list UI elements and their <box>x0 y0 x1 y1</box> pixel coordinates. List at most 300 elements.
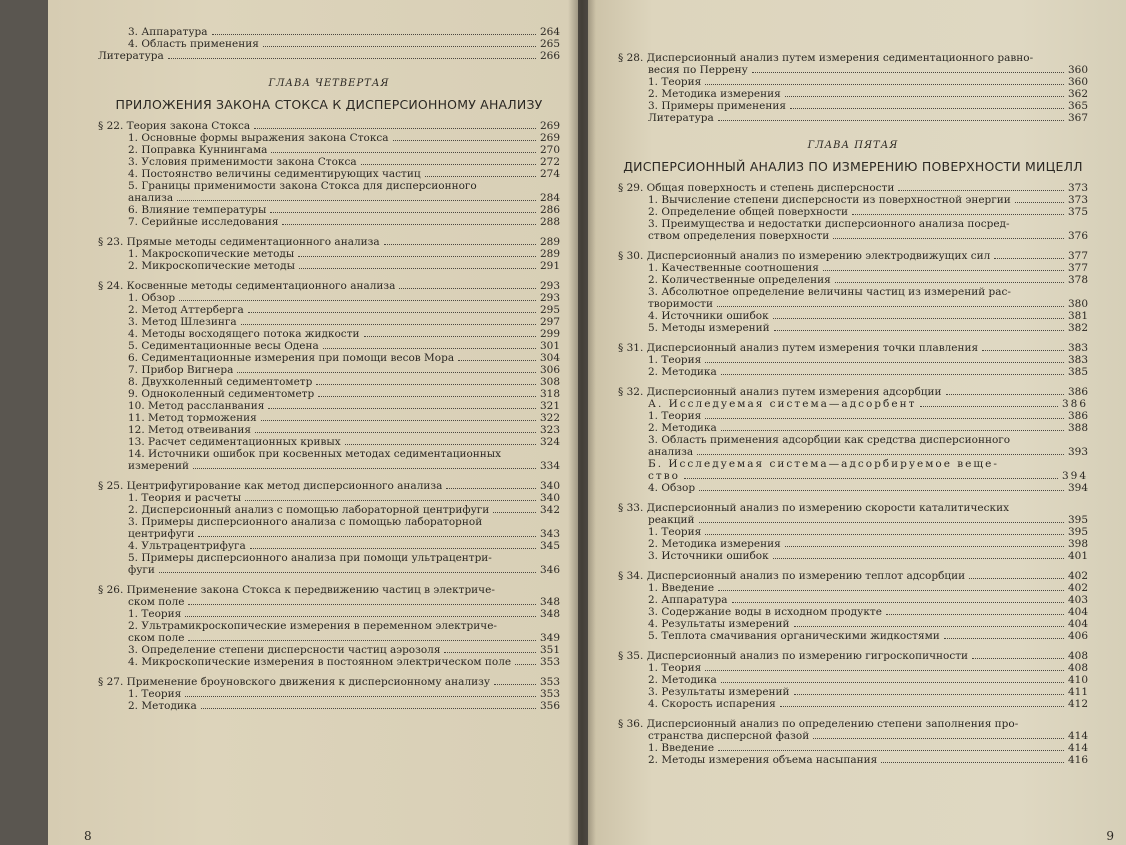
toc-entry-page: 398 <box>1067 538 1088 550</box>
toc-entry-page: 408 <box>1067 650 1088 662</box>
leader-dots <box>699 490 1064 491</box>
toc-entry-title: 4. Ультрацентрифуга <box>128 540 246 552</box>
leader-dots <box>721 374 1064 375</box>
toc-entry-title: 1. Теория <box>648 662 702 674</box>
left-toc <box>98 26 560 712</box>
toc-entry-title: 2. Микроскопические методы <box>128 260 295 272</box>
leader-dots <box>718 120 1064 121</box>
toc-entry-page: 404 <box>1067 618 1088 630</box>
toc-entry-title: 4. Скорость испарения <box>648 698 776 710</box>
toc-entry-title: § 24. Косвенные методы седиментационного анализа <box>98 280 396 292</box>
toc-entry <box>98 316 560 328</box>
toc-entry <box>618 410 1088 422</box>
toc-entry <box>98 248 560 260</box>
toc-entry-title: § 23. Прямые методы седиментационного анализа <box>98 236 380 248</box>
toc-entry-page: 377 <box>1067 250 1088 262</box>
toc-entry <box>618 76 1088 88</box>
toc-entry <box>618 630 1088 642</box>
toc-entry <box>618 470 1088 482</box>
toc-entry <box>618 230 1088 242</box>
toc-entry-page: 367 <box>1067 112 1088 124</box>
toc-entry-page: 386 <box>1067 410 1088 422</box>
toc-entry <box>98 700 560 712</box>
toc-entry-page: 406 <box>1067 630 1088 642</box>
toc-entry-page: 394 <box>1061 470 1088 482</box>
chapter-label: ГЛАВА ЧЕТВЕРТАЯ <box>268 78 390 89</box>
toc-entry-title: 4. Результаты измерений <box>648 618 790 630</box>
toc-entry-title: 2. Методика <box>648 366 717 378</box>
toc-entry <box>98 552 560 564</box>
leader-dots <box>785 96 1064 97</box>
leader-dots <box>721 430 1064 431</box>
toc-entry <box>618 112 1088 124</box>
toc-entry <box>618 650 1088 662</box>
toc-entry-title: реакций <box>648 514 695 526</box>
toc-entry-title: 1. Качественные соотношения <box>648 262 819 274</box>
toc-entry <box>98 656 560 668</box>
toc-entry-page: 270 <box>539 144 560 156</box>
leader-dots <box>697 454 1064 455</box>
toc-entry <box>618 182 1088 194</box>
toc-entry-title: 3. Примеры применения <box>648 100 786 112</box>
toc-entry-title: 2. Поправка Куннингама <box>128 144 268 156</box>
leader-dots <box>425 176 536 177</box>
toc-entry-title: 5. Методы измерений <box>648 322 770 334</box>
leader-dots <box>699 522 1064 523</box>
toc-entry-page: 402 <box>1067 570 1088 582</box>
leader-dots <box>773 318 1064 319</box>
toc-entry <box>618 698 1088 710</box>
toc-entry <box>618 718 1088 730</box>
page-number: 8 <box>84 829 92 843</box>
toc-entry-page: 373 <box>1067 182 1088 194</box>
toc-entry <box>618 482 1088 494</box>
leader-dots <box>794 626 1064 627</box>
toc-entry-title: 9. Одноколенный седиментометр <box>128 388 315 400</box>
leader-dots <box>494 684 536 685</box>
toc-entry-page: 351 <box>539 644 560 656</box>
leader-dots <box>684 478 1058 479</box>
leader-dots <box>886 614 1064 615</box>
toc-entry-title: 5. Примеры дисперсионного анализа при помощи ультрацентри- <box>128 552 492 564</box>
toc-entry-page: 412 <box>1067 698 1088 710</box>
toc-entry <box>618 274 1088 286</box>
toc-entry-title: 1. Вычисление степени дисперсности из поверхностной энергии <box>648 194 1011 206</box>
leader-dots <box>813 738 1064 739</box>
toc-entry-title: § 36. Дисперсионный анализ по определению степени заполнения про- <box>618 718 1019 730</box>
toc-entry-page: 394 <box>1067 482 1088 494</box>
leader-dots <box>972 658 1064 659</box>
toc-entry <box>618 64 1088 76</box>
toc-entry-page: 381 <box>1067 310 1088 322</box>
toc-entry-page: 383 <box>1067 354 1088 366</box>
toc-entry <box>98 608 560 620</box>
toc-entry-page: 353 <box>539 676 560 688</box>
toc-entry-page: 318 <box>539 388 560 400</box>
toc-entry <box>618 218 1088 230</box>
toc-entry-page: 299 <box>539 328 560 340</box>
toc-entry <box>98 492 560 504</box>
toc-entry <box>98 168 560 180</box>
toc-entry <box>98 26 560 38</box>
toc-entry-title: 11. Метод торможения <box>128 412 257 424</box>
toc-entry-title: Литература <box>648 112 714 124</box>
toc-entry <box>618 286 1088 298</box>
leader-dots <box>193 468 536 469</box>
toc-entry <box>618 322 1088 334</box>
toc-entry <box>618 594 1088 606</box>
toc-entry-title: весия по Перрену <box>648 64 748 76</box>
toc-entry <box>98 260 560 272</box>
leader-dots <box>212 34 536 35</box>
toc-entry-title: анализа <box>648 446 694 458</box>
toc-entry <box>98 424 560 436</box>
toc-entry-page: 348 <box>539 608 560 620</box>
toc-entry-title: 12. Метод отвеивания <box>128 424 251 436</box>
leader-dots <box>493 512 536 513</box>
toc-entry <box>98 328 560 340</box>
toc-entry-title: 4. Методы восходящего потока жидкости <box>128 328 360 340</box>
toc-entry-title: 4. Область применения <box>128 38 259 50</box>
toc-entry <box>98 644 560 656</box>
leader-dots <box>298 256 536 257</box>
leader-dots <box>185 696 536 697</box>
leader-dots <box>268 408 536 409</box>
toc-entry-title: 1. Теория <box>648 354 702 366</box>
toc-entry-title: 1. Теория <box>648 76 702 88</box>
toc-entry-page: 264 <box>539 26 560 38</box>
leader-dots <box>271 152 536 153</box>
leader-dots <box>705 670 1064 671</box>
toc-entry <box>98 204 560 216</box>
leader-dots <box>1015 202 1064 203</box>
leader-dots <box>705 418 1064 419</box>
toc-entry-page: 377 <box>1067 262 1088 274</box>
toc-entry <box>618 526 1088 538</box>
chapter-title: ПРИЛОЖЕНИЯ ЗАКОНА СТОКСА К ДИСПЕРСИОННОМУ АНАЛИЗУ <box>115 97 543 112</box>
toc-entry-title: 3. Преимущества и недостатки дисперсионного анализа посред- <box>648 218 1010 230</box>
toc-entry-page: 306 <box>539 364 560 376</box>
toc-entry-page: 297 <box>539 316 560 328</box>
leader-dots <box>752 72 1064 73</box>
leader-dots <box>444 652 535 653</box>
toc-entry-title: 7. Серийные исследования <box>128 216 279 228</box>
toc-entry <box>618 88 1088 100</box>
toc-entry-page: 403 <box>1067 594 1088 606</box>
toc-entry-title: 2. Методы измерения объема насыпания <box>648 754 878 766</box>
leader-dots <box>852 214 1064 215</box>
toc-entry <box>98 448 560 460</box>
toc-entry-title: 6. Седиментационные измерения при помощи весов Мора <box>128 352 455 364</box>
toc-entry-title: 1. Теория и расчеты <box>128 492 242 504</box>
toc-entry <box>618 298 1088 310</box>
toc-entry <box>618 538 1088 550</box>
toc-entry-title: § 33. Дисперсионный анализ по измерению скорости каталитических <box>618 502 1010 514</box>
toc-entry <box>618 342 1088 354</box>
toc-entry-title: странства дисперсной фазой <box>648 730 810 742</box>
toc-entry <box>618 194 1088 206</box>
toc-entry <box>618 206 1088 218</box>
leader-dots <box>248 312 536 313</box>
toc-entry-title: Б. Исследуемая система—адсорбируемое веще- <box>648 458 999 470</box>
toc-entry <box>98 504 560 516</box>
toc-entry-title: 6. Влияние температуры <box>128 204 267 216</box>
leader-dots <box>255 432 536 433</box>
toc-entry-title: А. Исследуемая система—адсорбент <box>648 398 917 410</box>
toc-entry-title: 1. Теория <box>128 688 182 700</box>
toc-entry-page: 382 <box>1067 322 1088 334</box>
leader-dots <box>384 244 536 245</box>
leader-dots <box>270 212 536 213</box>
toc-entry <box>618 502 1088 514</box>
toc-entry-page: 373 <box>1067 194 1088 206</box>
toc-entry <box>618 550 1088 562</box>
toc-entry <box>618 422 1088 434</box>
toc-entry <box>98 516 560 528</box>
toc-entry <box>618 250 1088 262</box>
toc-entry-page: 304 <box>539 352 560 364</box>
toc-entry-page: 386 <box>1061 398 1088 410</box>
toc-entry-page: 293 <box>539 292 560 304</box>
toc-entry-title: § 26. Применение закона Стокса к передвижению частиц в электриче- <box>98 584 495 596</box>
toc-entry <box>98 180 560 192</box>
leader-dots <box>393 140 536 141</box>
chapter-title: ДИСПЕРСИОННЫЙ АНАЛИЗ ПО ИЗМЕРЕНИЮ ПОВЕРХНОСТИ МИЦЕЛЛ <box>623 159 1083 174</box>
leader-dots <box>316 384 536 385</box>
toc-entry <box>98 192 560 204</box>
leader-dots <box>969 578 1064 579</box>
toc-entry-page: 346 <box>539 564 560 576</box>
toc-entry-page: 362 <box>1067 88 1088 100</box>
toc-entry-page: 272 <box>539 156 560 168</box>
toc-entry-title: 8. Двухколенный седиментометр <box>128 376 313 388</box>
toc-entry-title: 3. Примеры дисперсионного анализа с помощью лабораторной <box>128 516 483 528</box>
leader-dots <box>994 258 1064 259</box>
toc-entry-page: 393 <box>1067 446 1088 458</box>
toc-entry-title: 3. Источники ошибок <box>648 550 769 562</box>
toc-entry-page: 349 <box>539 632 560 644</box>
toc-entry <box>98 688 560 700</box>
leader-dots <box>168 58 536 59</box>
toc-entry <box>618 434 1088 446</box>
right-toc-top <box>618 52 1088 124</box>
toc-entry-title: 3. Содержание воды в исходном продукте <box>648 606 882 618</box>
toc-entry-title: § 29. Общая поверхность и степень дисперсности <box>618 182 895 194</box>
toc-entry-title: 10. Метод рассланвания <box>128 400 265 412</box>
toc-entry <box>618 754 1088 766</box>
toc-entry-page: 343 <box>539 528 560 540</box>
toc-entry-title: 3. Абсолютное определение величины частиц из измерений рас- <box>648 286 1011 298</box>
leader-dots <box>241 324 536 325</box>
leader-dots <box>718 590 1064 591</box>
toc-entry-page: 301 <box>539 340 560 352</box>
toc-entry-page: 395 <box>1067 526 1088 538</box>
toc-entry-title: 1. Теория <box>128 608 182 620</box>
toc-entry <box>618 262 1088 274</box>
toc-entry-page: 269 <box>539 120 560 132</box>
toc-entry-title: 13. Расчет седиментационных кривых <box>128 436 341 448</box>
leader-dots <box>345 444 536 445</box>
leader-dots <box>515 664 536 665</box>
leader-dots <box>732 602 1064 603</box>
toc-entry-page: 410 <box>1067 674 1088 686</box>
toc-entry-page: 395 <box>1067 514 1088 526</box>
toc-entry <box>618 662 1088 674</box>
leader-dots <box>245 500 536 501</box>
leader-dots <box>188 604 535 605</box>
toc-entry <box>98 480 560 492</box>
leader-dots <box>282 224 536 225</box>
toc-entry-title: 2. Методика <box>648 674 717 686</box>
toc-entry-page: 375 <box>1067 206 1088 218</box>
toc-entry-title: 3. Область применения адсорбции как средства дисперсионного <box>648 434 1011 446</box>
toc-entry-title: измерений <box>128 460 190 472</box>
toc-entry-page: 376 <box>1067 230 1088 242</box>
toc-entry-page: 356 <box>539 700 560 712</box>
toc-entry <box>98 236 560 248</box>
toc-entry <box>618 310 1088 322</box>
toc-entry-title: § 25. Центрифугирование как метод дисперсионного анализа <box>98 480 443 492</box>
toc-entry-page: 269 <box>539 132 560 144</box>
toc-entry-title: § 30. Дисперсионный анализ по измерению электродвижущих сил <box>618 250 991 262</box>
leader-dots <box>946 394 1064 395</box>
toc-entry-page: 274 <box>539 168 560 180</box>
toc-entry-title: ском поле <box>128 596 185 608</box>
toc-entry <box>618 742 1088 754</box>
leader-dots <box>780 706 1064 707</box>
leader-dots <box>881 762 1064 763</box>
chapter-label: ГЛАВА ПЯТАЯ <box>807 140 899 151</box>
toc-entry <box>618 514 1088 526</box>
toc-entry <box>98 436 560 448</box>
toc-entry-title: 4. Источники ошибок <box>648 310 769 322</box>
toc-entry-page: 348 <box>539 596 560 608</box>
leader-dots <box>774 330 1064 331</box>
toc-entry <box>618 618 1088 630</box>
toc-entry-page: 340 <box>539 480 560 492</box>
toc-entry-title: 2. Методика измерения <box>648 538 781 550</box>
toc-entry <box>98 388 560 400</box>
leader-dots <box>920 406 1058 407</box>
toc-entry-page: 308 <box>539 376 560 388</box>
toc-entry <box>98 292 560 304</box>
leader-dots <box>944 638 1064 639</box>
toc-entry-title: 5. Теплота смачивания органическими жидкостями <box>648 630 940 642</box>
leader-dots <box>785 546 1064 547</box>
toc-entry-title: 2. Определение общей поверхности <box>648 206 849 218</box>
toc-entry-title: § 34. Дисперсионный анализ по измерению теплот адсорбции <box>618 570 966 582</box>
toc-entry-page: 293 <box>539 280 560 292</box>
leader-dots <box>254 128 536 129</box>
toc-entry <box>618 730 1088 742</box>
toc-entry <box>98 400 560 412</box>
leader-dots <box>188 640 535 641</box>
toc-entry <box>98 132 560 144</box>
leader-dots <box>185 616 536 617</box>
toc-entry-page: 345 <box>539 540 560 552</box>
leader-dots <box>261 420 536 421</box>
toc-entry <box>618 100 1088 112</box>
toc-entry <box>618 366 1088 378</box>
leader-dots <box>364 336 536 337</box>
toc-entry <box>618 674 1088 686</box>
toc-entry <box>98 364 560 376</box>
leader-dots <box>399 288 536 289</box>
toc-entry <box>98 216 560 228</box>
leader-dots <box>794 694 1064 695</box>
toc-entry-title: ском поле <box>128 632 185 644</box>
toc-entry <box>98 38 560 50</box>
toc-entry-title: 2. Метод Аттерберга <box>128 304 244 316</box>
toc-entry <box>98 676 560 688</box>
leader-dots <box>458 360 536 361</box>
toc-entry <box>98 620 560 632</box>
toc-entry-title: фуги <box>128 564 155 576</box>
toc-entry-page: 295 <box>539 304 560 316</box>
toc-entry-page: 266 <box>539 50 560 62</box>
toc-entry-page: 414 <box>1067 742 1088 754</box>
toc-entry-title: § 32. Дисперсионный анализ путем измерения адсорбции <box>618 386 942 398</box>
toc-entry-title: § 27. Применение броуновского движения к дисперсионному анализу <box>98 676 491 688</box>
leader-dots <box>323 348 536 349</box>
toc-entry-title: 2. Дисперсионный анализ с помощью лабораторной центрифуги <box>128 504 490 516</box>
toc-entry-page: 383 <box>1067 342 1088 354</box>
right-page <box>588 0 1126 845</box>
book-gutter <box>568 0 596 845</box>
leader-dots <box>717 306 1064 307</box>
toc-entry-title: 2. Ультрамикроскопические измерения в переменном электриче- <box>128 620 497 632</box>
toc-entry <box>98 156 560 168</box>
toc-entry-page: 286 <box>539 204 560 216</box>
toc-entry-page: 288 <box>539 216 560 228</box>
toc-entry <box>98 376 560 388</box>
leader-dots <box>835 282 1064 283</box>
toc-entry <box>618 570 1088 582</box>
toc-entry-title: творимости <box>648 298 713 310</box>
toc-entry <box>618 458 1088 470</box>
toc-entry-page: 284 <box>539 192 560 204</box>
toc-entry-page: 324 <box>539 436 560 448</box>
leader-dots <box>833 238 1064 239</box>
toc-entry-title: 1. Теория <box>648 410 702 422</box>
toc-entry-page: 291 <box>539 260 560 272</box>
toc-entry-title: 4. Обзор <box>648 482 696 494</box>
leader-dots <box>898 190 1064 191</box>
toc-entry-title: ством определения поверхности <box>648 230 830 242</box>
toc-entry-title: 3. Результаты измерений <box>648 686 790 698</box>
toc-entry-page: 340 <box>539 492 560 504</box>
toc-entry-title: § 22. Теория закона Стокса <box>98 120 251 132</box>
left-page <box>48 0 578 845</box>
leader-dots <box>318 396 536 397</box>
toc-entry <box>98 564 560 576</box>
toc-entry-title: 2. Количественные определения <box>648 274 831 286</box>
toc-entry <box>98 460 560 472</box>
toc-entry-title: ство <box>648 470 680 482</box>
toc-entry-page: 334 <box>539 460 560 472</box>
toc-entry-title: 4. Постоянство величины седиментирующих частиц <box>128 168 421 180</box>
toc-entry-page: 265 <box>539 38 560 50</box>
toc-entry-page: 401 <box>1067 550 1088 562</box>
toc-entry <box>98 528 560 540</box>
toc-entry-title: 14. Источники ошибок при косвенных методах седиментационных <box>128 448 502 460</box>
toc-entry-page: 402 <box>1067 582 1088 594</box>
toc-entry-title: 1. Основные формы выражения закона Стокса <box>128 132 389 144</box>
toc-entry-page: 342 <box>539 504 560 516</box>
toc-entry <box>618 354 1088 366</box>
toc-entry-title: 1. Теория <box>648 526 702 538</box>
toc-entry-page: 414 <box>1067 730 1088 742</box>
